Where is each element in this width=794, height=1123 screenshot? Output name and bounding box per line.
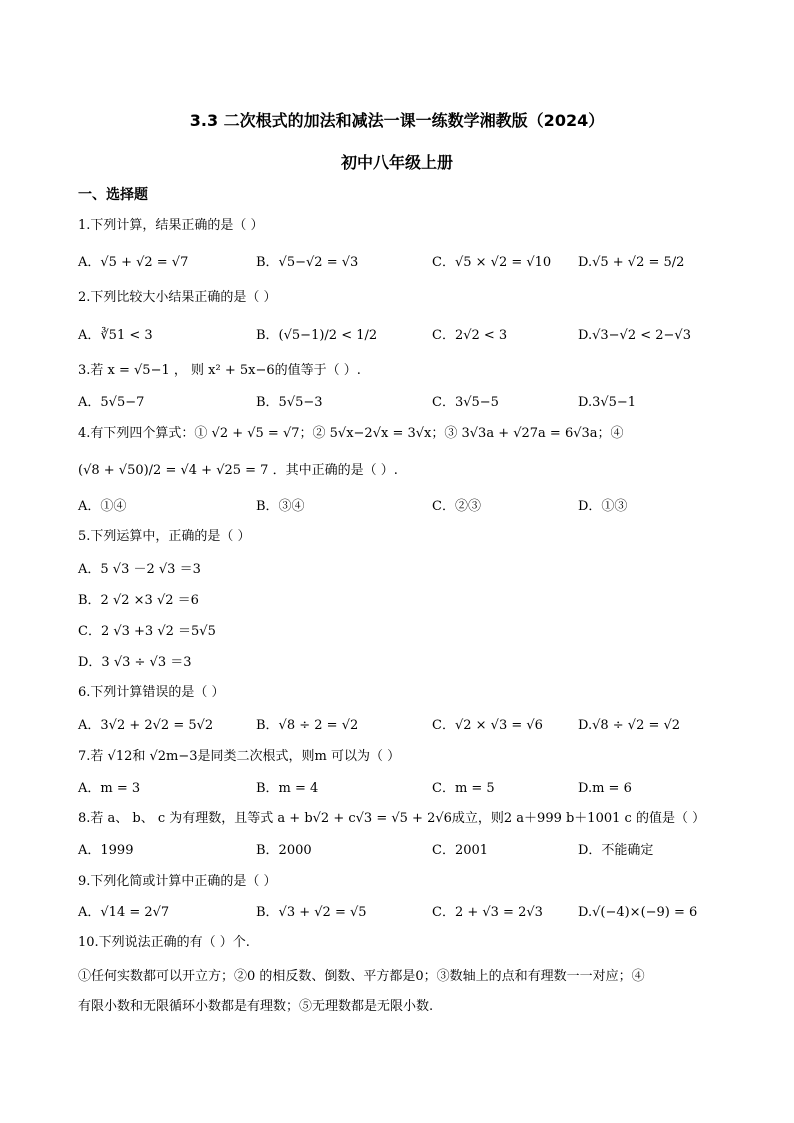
question-2-stem: 2.下列比较大小结果正确的是（ ） [78, 290, 277, 305]
question-1-option-d: D.√5 + √2 = 5/2 [578, 255, 685, 270]
document-subtitle: 初中八年级上册 [340, 153, 453, 172]
question-10-stem: 10.下列说法正确的有（ ）个. [78, 935, 250, 950]
question-3-option-c: C．3√5−5 [432, 395, 499, 410]
question-4-option-d: D．①③ [578, 499, 628, 514]
question-2-option-d: D.√3−√2 < 2−√3 [578, 328, 691, 343]
question-1-option-a: A．√5 + √2 = √7 [78, 255, 189, 270]
question-10-body-line-1: ①任何实数都可以开立方；②0 的相反数、倒数、平方都是0；③数轴上的点和有理数一一对应；④ [78, 969, 645, 984]
question-8-stem: 8.若 a、 b、 c 为有理数，且等式 a + b√2 + c√3 = √5 + 2√6成立，则2 a＋999 b＋1001 c 的值是（ ） [78, 811, 706, 826]
question-6-stem: 6.下列计算错误的是（ ） [78, 685, 225, 700]
question-7-option-d: D.m = 6 [578, 781, 632, 796]
question-2-option-c: C．2√2 < 3 [432, 328, 508, 343]
question-2-option-b: B．(√5−1)/2 < 1/2 [256, 328, 378, 343]
question-7-option-a: A．m = 3 [78, 781, 141, 796]
question-7-stem: 7.若 √12和 √2m−3是同类二次根式，则m 可以为（ ） [78, 749, 401, 764]
question-5-option-a: A．5 √3 －2 √3 ＝3 [78, 562, 201, 577]
question-6-option-b: B．√8 ÷ 2 = √2 [256, 718, 359, 733]
question-8-option-c: C．2001 [432, 843, 489, 858]
question-5-stem: 5.下列运算中，正确的是（ ） [78, 529, 251, 544]
question-9-option-c: C．2 + √3 = 2√3 [432, 905, 543, 920]
question-8-option-d: D．不能确定 [578, 843, 654, 858]
question-10-body-line-2: 有限小数和无限循环小数都是有理数；⑤无理数都是无限小数. [78, 999, 434, 1014]
question-2-option-a: A．∛51 < 3 [78, 328, 153, 343]
question-8-option-a: A．1999 [78, 843, 134, 858]
question-6-option-a: A．3√2 + 2√2 = 5√2 [78, 718, 214, 733]
question-3-option-b: B．5√5−3 [256, 395, 323, 410]
question-4-option-c: C．②③ [432, 499, 481, 514]
question-9-option-d: D.√(−4)×(−9) = 6 [578, 905, 698, 920]
section-heading: 一、选择题 [78, 187, 148, 203]
question-1-option-b: B．√5−√2 = √3 [256, 255, 359, 270]
question-8-option-b: B．2000 [256, 843, 312, 858]
question-4-option-a: A．①④ [78, 499, 127, 514]
question-3-option-d: D.3√5−1 [578, 395, 637, 410]
question-9-option-b: B．√3 + √2 = √5 [256, 905, 367, 920]
question-4-option-b: B．③④ [256, 499, 305, 514]
question-5-option-d: D．3 √3 ÷ √3 ＝3 [78, 655, 192, 670]
question-9-stem: 9.下列化简或计算中正确的是（ ） [78, 874, 277, 889]
question-5-option-c: C．2 √3 +3 √2 ＝5√5 [78, 624, 216, 639]
question-6-option-c: C．√2 × √3 = √6 [432, 718, 543, 733]
question-3-stem: 3.若 x = √5−1 ， 则 x² + 5x−6的值等于（ ）. [78, 363, 361, 378]
document-title: 3.3 二次根式的加法和减法一课一练数学湘教版（2024） [189, 111, 605, 130]
question-4-stem-continued: (√8 + √50)/2 = √4 + √25 = 7 ．其中正确的是（ ）. [78, 463, 398, 478]
question-1-stem: 1.下列计算，结果正确的是（ ） [78, 218, 264, 233]
question-6-option-d: D.√8 ÷ √2 = √2 [578, 718, 681, 733]
question-7-option-b: B．m = 4 [256, 781, 319, 796]
question-7-option-c: C．m = 5 [432, 781, 495, 796]
question-5-option-b: B．2 √2 ×3 √2 ＝6 [78, 593, 199, 608]
question-3-option-a: A．5√5−7 [78, 395, 145, 410]
question-1-option-c: C．√5 × √2 = √10 [432, 255, 552, 270]
question-4-stem: 4.有下列四个算式：① √2 + √5 = √7；② 5√x−2√x = 3√x；③ 3√3a + √27a = 6√3a；④ [78, 426, 624, 441]
question-9-option-a: A．√14 = 2√7 [78, 905, 170, 920]
